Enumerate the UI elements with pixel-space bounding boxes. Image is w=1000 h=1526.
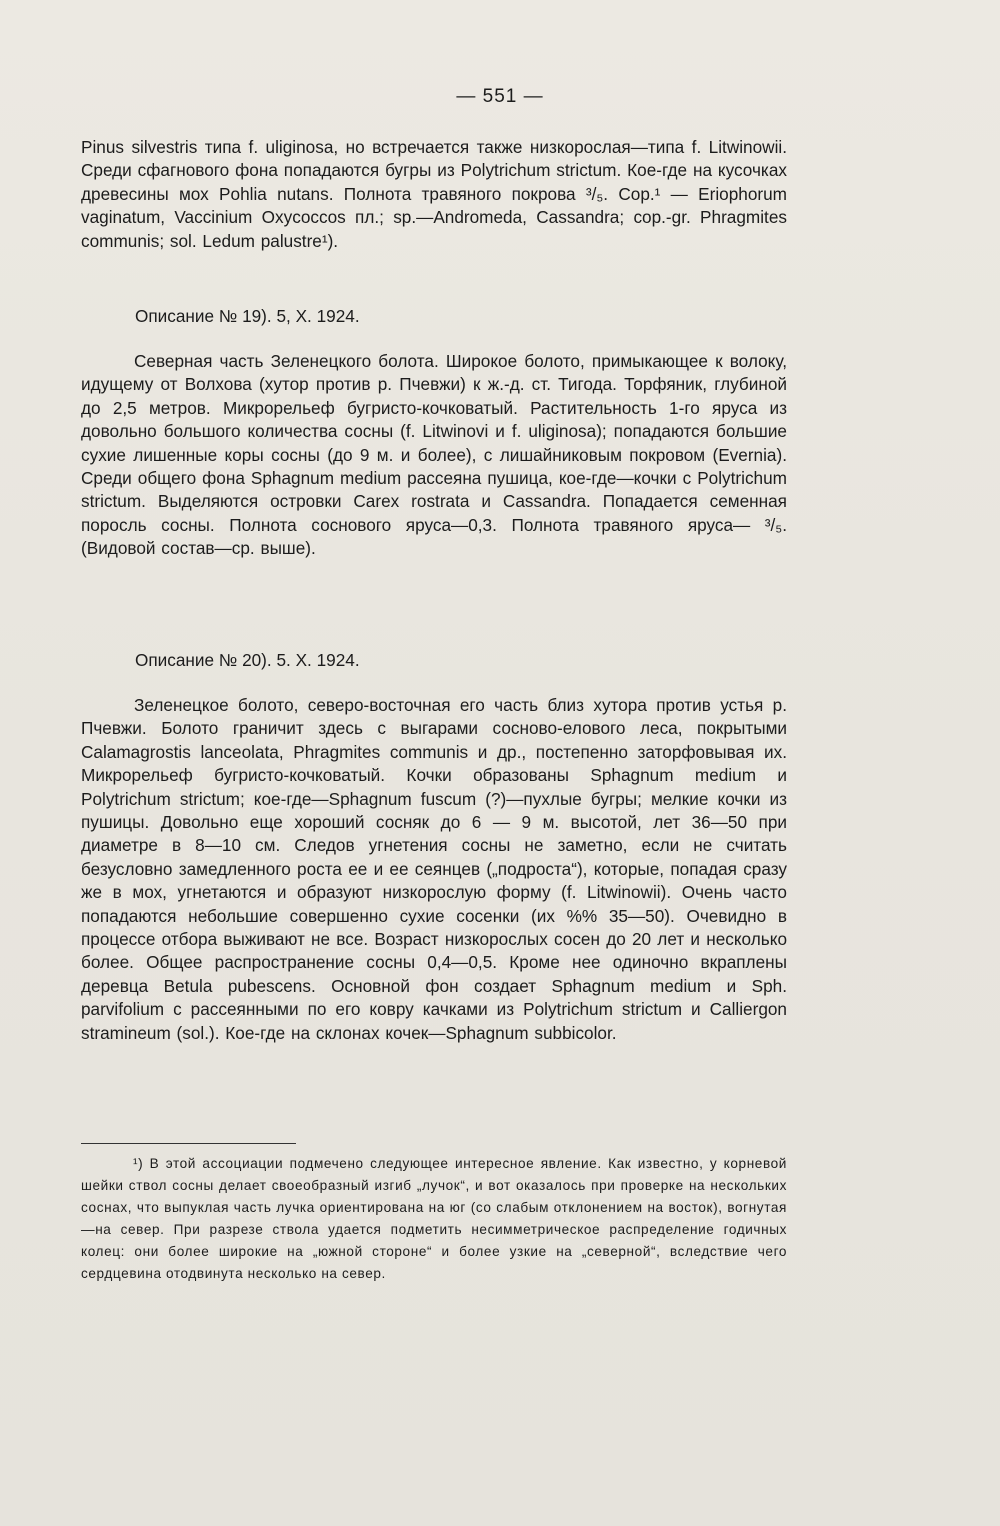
footnote-divider (81, 1143, 296, 1144)
section-20-paragraph (81, 694, 787, 1045)
section-19-text: Северная часть Зеленецкого болота. Широкое болото, примыкающее к волоку, идущему от Волхова (хутор против р. Пчевжи) к ж.-д. ст. Тигода. Торфяник, глубиной до 2,5 метров. Микрорельеф бугристо-кочковатый. Растительность 1-го яруса из довольно большого количества сосны (f. Litwinovi и f. uliginosa); попадаются большие сухие лишенные коры сосны (до 9 м. и более), с лишайниковым покровом (Evernia). Среди общего фона Sphagnum medium рассеяна пушица, кое-где—кочки с Polytrichum strictum. Выделяются островки Carex rostrata и Cassandra. Попадается семенная поросль сосны. Полнота соснового яруса—0,3. Полнота травяного яруса— ³/₅. (Видовой состав—ср. выше). (81, 351, 787, 559)
intro-paragraph (81, 136, 787, 253)
footnote (81, 1153, 787, 1285)
page-number: — 551 — (456, 86, 544, 107)
section-20-heading: Описание № 20). 5. X. 1924. (135, 650, 360, 670)
footnote-text: ¹) В этой ассоциации подмечено следующее интересное явление. Как известно, у корневой шейки ствол сосны делает своеобразный изгиб „лучок“, и вот оказалось при проверке на нескольких соснах, что выпуклая часть лучка ориентирована на юг (со слабым отклонением на восток), вогнутая—на север. При разрезе ствола удается подметить несимметрическое распределение годичных колец: они более широкие на „южной стороне“ и более узкие на „северной“, вследствие чего сердцевина отодвинута несколько на север. (81, 1156, 787, 1281)
section-19-paragraph (81, 350, 787, 561)
section-20-text: Зеленецкое болото, северо-восточная его часть близ хутора против устья р. Пчевжи. Болото граничит здесь с выгарами сосново-елового леса, покрытыми Calamagrostis lanceolata, Phragmites communis и др., постепенно заторфовывая их. Микрорельеф бугристо-кочковатый. Кочки образованы Sphagnum medium и Polytrichum strictum; кое-где—Sphagnum fuscum (?)—пухлые бугры; мелкие кочки из пушицы. Довольно еще хороший сосняк до 6 — 9 м. высотой, лет 36—50 при диаметре в 8—10 см. Следов угнетения сосны не заметно, если не считать безусловно замедленного роста ее и ее сеянцев („подроста“), которые, попадая сразу же в мох, угнетаются и образуют низкорослую форму (f. Litwinowii). Очень часто попадаются небольшие совершенно сухие сосенки (их %% 35—50). Очевидно в процессе отбора выживают не все. Возраст низкорослых сосен до 20 лет и несколько более. Общее распространение сосны 0,4—0,5. Кроме нее одиночно вкраплены деревца Betula pubescens. Основной фон создает Sphagnum medium и Sph. parvifolium с рассеянными по его ковру качками из Polytrichum strictum и Calliergon stramineum (sol.). Кое-где на склонах кочек—Sphagnum subbicolor. (81, 695, 787, 1043)
intro-text: Pinus silvestris типа f. uliginosa, но встречается также низкорослая—типа f. Litwinowii. Среди сфагнового фона попадаются бугры из Polytrichum strictum. Кое-где на кусочках древесины мох Pohlia nutans. Полнота травяного покрова ³/₅. Cop.¹ — Eriophorum vaginatum, Vaccinium Oxycoccos пл.; sp.—Andromeda, Cassandra; cop.-gr. Phragmites communis; sol. Ledum palustre¹). (81, 137, 787, 251)
section-19-heading: Описание № 19). 5, X. 1924. (135, 306, 360, 326)
